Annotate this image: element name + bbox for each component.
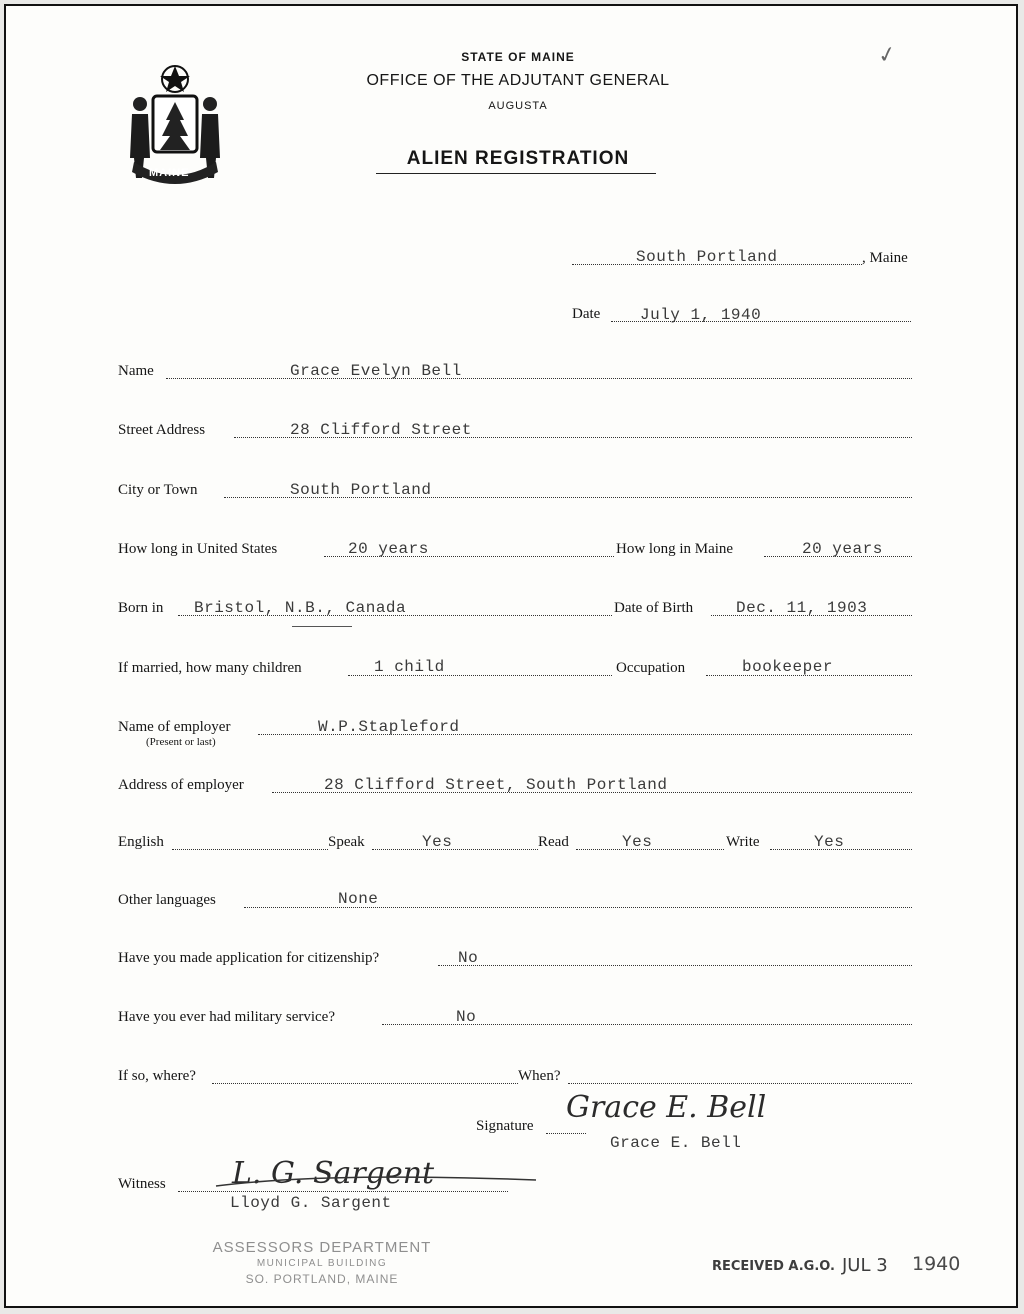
seal-banner-text: MAINE: [149, 167, 190, 179]
citizenship-value: No: [458, 949, 479, 967]
employer-address-label: Address of employer: [118, 777, 244, 793]
city-value: South Portland: [290, 481, 432, 499]
received-stamp-text: RECEIVED A.G.O.: [712, 1259, 835, 1274]
assessors-stamp-line1: ASSESSORS DEPARTMENT: [212, 1239, 432, 1256]
signature-script: Grace E. Bell: [566, 1090, 767, 1125]
place-value: South Portland: [636, 248, 778, 266]
assessors-stamp-line3: SO. PORTLAND, MAINE: [245, 1272, 399, 1286]
signature-label: Signature: [476, 1118, 534, 1134]
street-label: Street Address: [118, 422, 206, 438]
born-in-label: Born in: [118, 600, 164, 616]
if-so-where-label: If so, where?: [118, 1068, 196, 1084]
signature-typed: Grace E. Bell: [610, 1134, 742, 1152]
witness-script: L. G. Sargent: [232, 1156, 435, 1191]
citizenship-label: Have you made application for citizenship?: [118, 950, 380, 966]
place-suffix: , Maine: [862, 250, 908, 266]
how-long-us-label: How long in United States: [118, 541, 278, 557]
how-long-us-value: 20 years: [348, 540, 429, 558]
employer-label: Name of employer: [118, 719, 231, 735]
date-label: Date: [572, 306, 601, 322]
read-label: Read: [538, 834, 569, 850]
city-label: City or Town: [118, 482, 198, 498]
military-label: Have you ever had military service?: [118, 1009, 335, 1025]
assessors-stamp-line2: MUNICIPAL BUILDING: [256, 1258, 388, 1269]
speak-value: Yes: [422, 833, 453, 851]
received-stamp-year: 1940: [912, 1253, 961, 1275]
english-label: English: [118, 834, 164, 850]
other-languages-value: None: [338, 890, 379, 908]
children-label: If married, how many children: [118, 660, 302, 676]
occupation-label: Occupation: [616, 660, 686, 676]
street-value: 28 Clifford Street: [290, 421, 472, 439]
dob-value: Dec. 11, 1903: [736, 599, 868, 617]
registration-form: [4, 4, 1018, 1308]
form-title: ALIEN REGISTRATION: [406, 148, 630, 169]
how-long-maine-label: How long in Maine: [616, 541, 734, 557]
employer-sublabel: (Present or last): [146, 736, 216, 748]
occupation-value: bookeeper: [742, 658, 833, 676]
military-value: No: [456, 1008, 477, 1026]
born-in-value: Bristol, N.B., Canada: [194, 599, 407, 617]
write-label: Write: [726, 834, 760, 850]
other-languages-label: Other languages: [118, 892, 216, 908]
speak-label: Speak: [328, 834, 365, 850]
office-heading: OFFICE OF THE ADJUTANT GENERAL: [366, 72, 670, 89]
date-value: July 1, 1940: [640, 306, 762, 324]
how-long-maine-value: 20 years: [802, 540, 883, 558]
write-value: Yes: [814, 833, 845, 851]
children-value: 1 child: [374, 658, 445, 676]
witness-typed: Lloyd G. Sargent: [230, 1194, 392, 1212]
employer-address-value: 28 Clifford Street, South Portland: [324, 776, 668, 794]
read-value: Yes: [622, 833, 653, 851]
when-label: When?: [518, 1068, 561, 1084]
state-heading: STATE OF MAINE: [461, 50, 575, 64]
name-label: Name: [118, 363, 154, 379]
name-value: Grace Evelyn Bell: [290, 362, 462, 380]
check-mark: ✓: [875, 40, 899, 69]
dob-label: Date of Birth: [614, 600, 694, 616]
title-underline: [376, 173, 656, 174]
city-heading: AUGUSTA: [488, 100, 548, 112]
employer-value: W.P.Stapleford: [318, 718, 460, 736]
witness-label: Witness: [118, 1176, 166, 1192]
received-stamp-month: JUL 3: [842, 1255, 888, 1276]
